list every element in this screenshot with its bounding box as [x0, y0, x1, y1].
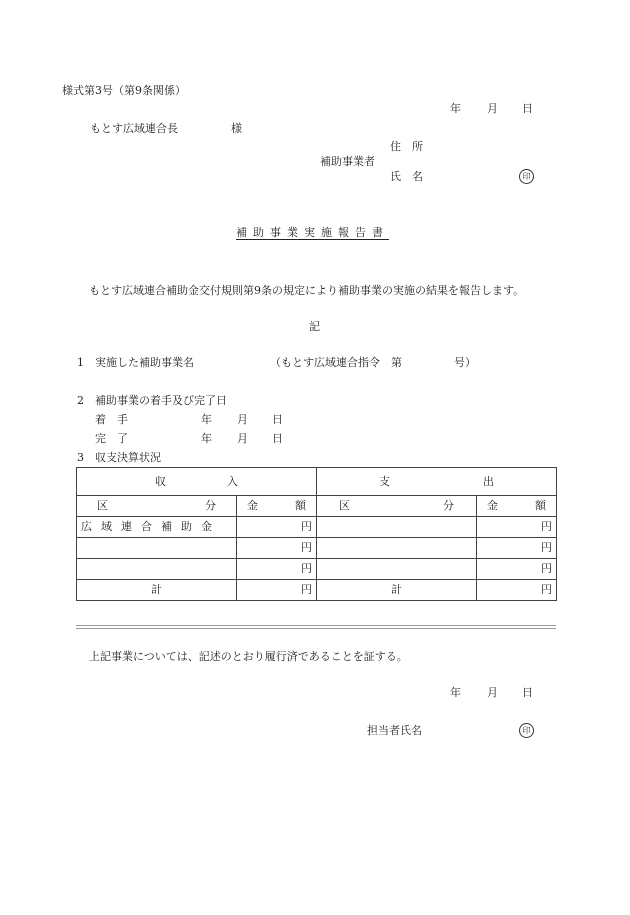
double-divider	[76, 625, 556, 629]
expense-amount-head	[477, 496, 557, 517]
end-day: 日	[272, 432, 283, 445]
amt-head-1: 金	[247, 499, 258, 512]
expense-total-amount: 円	[477, 580, 557, 601]
income-total-label: 計	[77, 580, 237, 601]
applicant-label: 補助事業者	[320, 155, 375, 168]
income-header	[77, 468, 317, 496]
table-row	[77, 517, 557, 538]
name-label: 氏 名	[390, 170, 423, 183]
address-label: 住 所	[390, 140, 423, 153]
seal-icon: 印	[519, 169, 534, 184]
start-year: 年	[201, 413, 212, 426]
budget-table	[76, 467, 557, 601]
expense-category-cell	[317, 517, 477, 538]
seal-icon: 印	[519, 723, 534, 738]
item1-ref-open: （もとす広域連合指令 第	[270, 356, 402, 369]
total-row	[77, 580, 557, 601]
income-category-cell	[77, 538, 237, 559]
date-year: 年	[450, 102, 461, 115]
expense-amount-cell: 円	[477, 559, 557, 580]
item3-number: 3	[77, 451, 84, 464]
ki-label: 記	[309, 320, 320, 333]
date-month: 月	[487, 686, 498, 699]
end-month: 月	[237, 432, 248, 445]
form-number: 様式第3号（第9条関係）	[62, 84, 186, 97]
start-day: 日	[272, 413, 283, 426]
end-year: 年	[201, 432, 212, 445]
item2-label: 補助事業の着手及び完了日	[95, 394, 227, 407]
expense-amount-cell: 円	[477, 538, 557, 559]
cat-head-1: 区	[97, 499, 108, 512]
expense-category-cell	[317, 538, 477, 559]
expense-total-label: 計	[317, 580, 477, 601]
amt-head-1: 金	[487, 499, 498, 512]
income-head-2: 入	[227, 474, 238, 488]
income-category-head	[77, 496, 237, 517]
date-month: 月	[487, 102, 498, 115]
expense-category-head	[317, 496, 477, 517]
item1-ref-close: 号）	[454, 356, 476, 369]
table-row	[77, 538, 557, 559]
item1-number: 1	[77, 356, 84, 369]
income-amount-cell: 円	[237, 559, 317, 580]
addressee: もとす広域連合長	[90, 122, 178, 135]
table-subheader-row	[77, 496, 557, 517]
expense-header	[317, 468, 557, 496]
end-label: 完 了	[95, 432, 128, 445]
income-total-amount: 円	[237, 580, 317, 601]
amt-head-2: 額	[535, 499, 546, 512]
date-day: 日	[522, 686, 533, 699]
income-head-1: 収	[155, 474, 166, 488]
expense-head-1: 支	[379, 474, 390, 488]
certify-text: 上記事業については、記述のとおり履行済であることを証する。	[89, 650, 408, 663]
date-year: 年	[450, 686, 461, 699]
item2-number: 2	[77, 394, 84, 407]
income-category-cell	[77, 559, 237, 580]
body-text: もとす広域連合補助金交付規則第9条の規定により補助事業の実施の結果を報告します。	[89, 284, 525, 297]
expense-category-cell	[317, 559, 477, 580]
cat-head-2: 分	[443, 499, 454, 512]
income-amount-cell: 円	[237, 517, 317, 538]
date-day: 日	[522, 102, 533, 115]
officer-label: 担当者氏名	[367, 724, 422, 737]
cat-head-2: 分	[205, 499, 216, 512]
income-amount-head	[237, 496, 317, 517]
table-header-row	[77, 468, 557, 496]
cat-head-1: 区	[339, 499, 350, 512]
income-category-cell: 広域連合補助金	[77, 517, 237, 538]
document-title: 補助事業実施報告書	[236, 226, 389, 239]
start-month: 月	[237, 413, 248, 426]
amt-head-2: 額	[295, 499, 306, 512]
honorific: 様	[231, 122, 242, 135]
start-label: 着 手	[95, 413, 128, 426]
item1-label: 実施した補助事業名	[95, 356, 194, 369]
item3-label: 収支決算状況	[95, 451, 161, 464]
table-row	[77, 559, 557, 580]
income-amount-cell: 円	[237, 538, 317, 559]
expense-head-2: 出	[483, 474, 494, 488]
expense-amount-cell: 円	[477, 517, 557, 538]
